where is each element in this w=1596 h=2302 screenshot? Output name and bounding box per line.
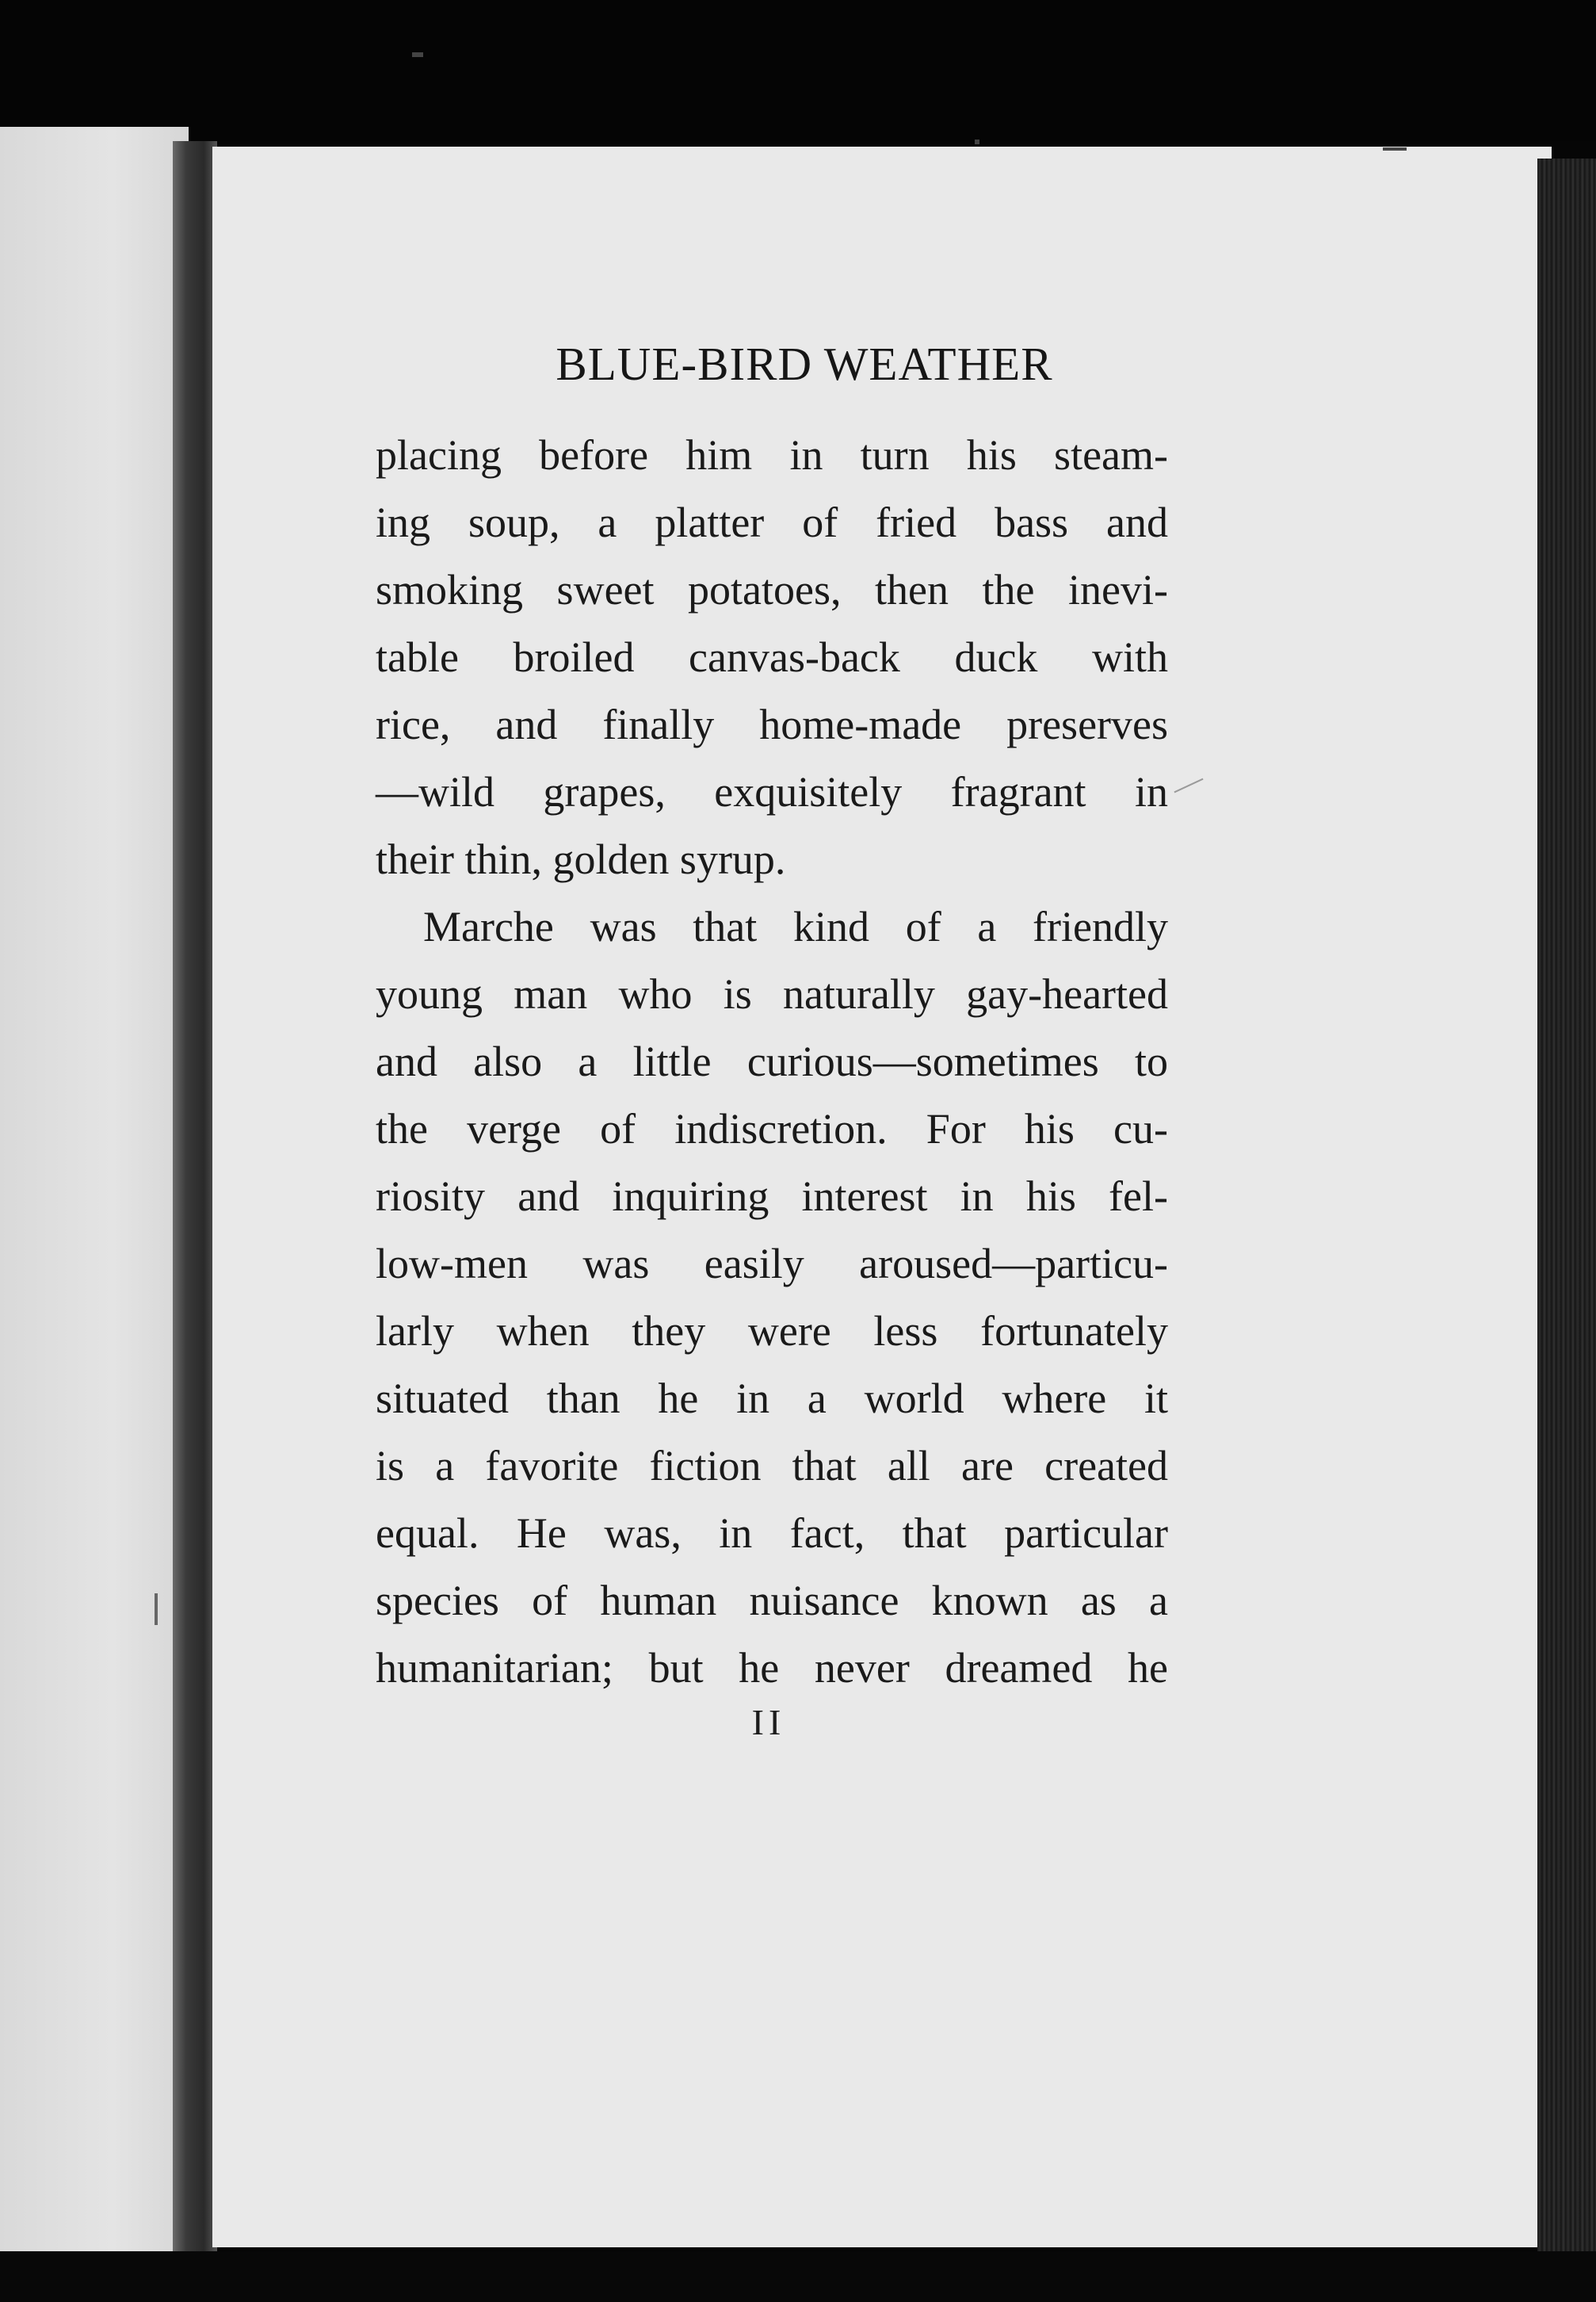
scan-speck <box>155 1593 158 1625</box>
text-line: table broiled canvas-back duck with <box>376 633 1168 681</box>
paragraph-2 <box>376 893 1168 1702</box>
body-text <box>376 422 1168 1702</box>
text-line: situated than he in a world where it <box>376 1375 1168 1422</box>
text-line: and also a little curious—sometimes to <box>376 1038 1168 1085</box>
running-head <box>0 337 1553 392</box>
text-line: the verge of indiscretion. For his cu- <box>376 1105 1168 1153</box>
text-line: rice, and finally home-made preserves <box>376 701 1168 748</box>
text-line: young man who is naturally gay-hearted <box>376 970 1168 1018</box>
page-number: II <box>751 1702 786 1742</box>
scan-speck <box>975 140 979 144</box>
text-line: Marche was that kind of a friendly <box>423 903 1168 950</box>
text-line: species of human nuisance known as a <box>376 1577 1168 1624</box>
text-line: —wild grapes, exquisitely fragrant in <box>376 768 1168 816</box>
text-line: equal. He was, in fact, that particular <box>376 1509 1168 1557</box>
book-gutter <box>173 141 217 2251</box>
text-line: smoking sweet potatoes, then the inevi- <box>376 566 1168 614</box>
text-line: riosity and inquiring interest in his fel- <box>376 1172 1168 1220</box>
scan-top-border <box>0 0 1596 141</box>
scan-speck <box>412 52 423 57</box>
scan-speck <box>1383 147 1407 151</box>
facing-page-edge <box>0 127 189 2259</box>
text-line: their thin, golden syrup. <box>376 836 786 883</box>
text-line: humanitarian; but he never dreamed he <box>376 1644 1168 1692</box>
text-line: is a favorite fiction that all are created <box>376 1442 1168 1489</box>
text-line: ing soup, a platter of fried bass and <box>376 499 1168 546</box>
text-line: larly when they were less fortunately <box>376 1307 1168 1355</box>
scan-bottom-border <box>0 2251 1596 2302</box>
text-line: low-men was easily aroused—particu- <box>376 1240 1168 1287</box>
running-head-text: BLUE-BIRD WEATHER <box>556 338 1053 390</box>
paragraph-1 <box>376 422 1168 893</box>
text-line: placing before him in turn his steam- <box>376 431 1168 479</box>
page-stack-edge <box>1537 159 1596 2259</box>
